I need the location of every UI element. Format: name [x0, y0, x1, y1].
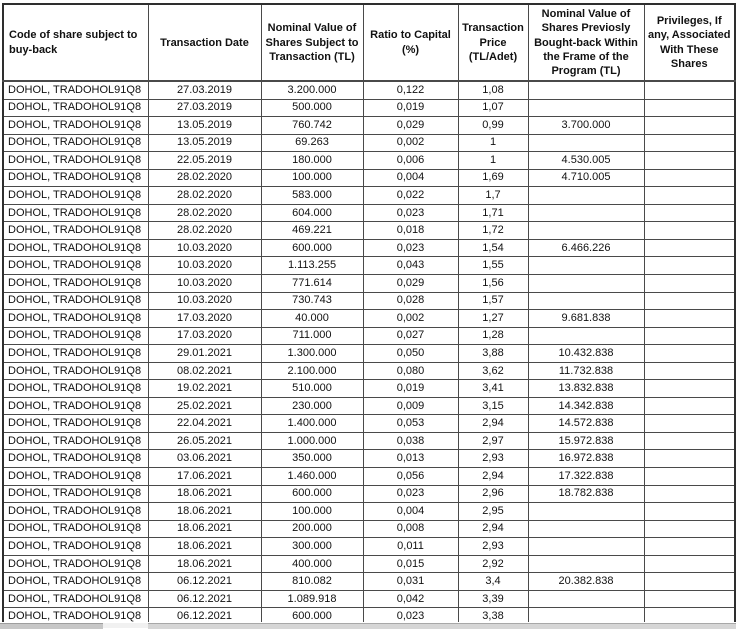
- cell-date: 06.12.2021: [148, 573, 261, 591]
- cell-previously: 4.710.005: [528, 169, 644, 187]
- table-row: [3, 573, 735, 591]
- cell-nominal: 600.000: [261, 485, 363, 503]
- cell-previously: 20.382.838: [528, 573, 644, 591]
- cell-nominal: 810.082: [261, 573, 363, 591]
- cell-previously: [528, 292, 644, 310]
- cell-privileges: [644, 573, 735, 591]
- cell-price: 1,08: [458, 81, 528, 99]
- cell-previously: 17.322.838: [528, 468, 644, 486]
- cell-previously: [528, 590, 644, 608]
- cell-date: 10.03.2020: [148, 239, 261, 257]
- cell-date: 17.03.2020: [148, 310, 261, 328]
- buyback-table: [2, 3, 736, 626]
- cell-ratio: 0,031: [363, 573, 458, 591]
- cell-privileges: [644, 450, 735, 468]
- cell-nominal: 2.100.000: [261, 362, 363, 380]
- cell-privileges: [644, 152, 735, 170]
- table-row: [3, 415, 735, 433]
- cell-nominal: 711.000: [261, 327, 363, 345]
- cell-ratio: 0,023: [363, 485, 458, 503]
- cell-date: 18.06.2021: [148, 520, 261, 538]
- cell-previously: 3.700.000: [528, 117, 644, 135]
- cell-previously: [528, 327, 644, 345]
- cell-privileges: [644, 169, 735, 187]
- cell-previously: [528, 222, 644, 240]
- cell-previously: [528, 187, 644, 205]
- cell-nominal: 3.200.000: [261, 81, 363, 99]
- cell-code: DOHOL, TRADOHOL91Q8: [3, 485, 148, 503]
- cell-price: 2,92: [458, 555, 528, 573]
- table-row: [3, 239, 735, 257]
- cell-code: DOHOL, TRADOHOL91Q8: [3, 222, 148, 240]
- cell-date: 13.05.2019: [148, 117, 261, 135]
- table-row: [3, 117, 735, 135]
- cell-ratio: 0,050: [363, 345, 458, 363]
- cell-code: DOHOL, TRADOHOL91Q8: [3, 187, 148, 205]
- cell-ratio: 0,027: [363, 327, 458, 345]
- cell-date: 03.06.2021: [148, 450, 261, 468]
- cell-previously: [528, 275, 644, 293]
- cell-privileges: [644, 432, 735, 450]
- cell-privileges: [644, 415, 735, 433]
- cell-nominal: 583.000: [261, 187, 363, 205]
- cell-date: 27.03.2019: [148, 99, 261, 117]
- cell-ratio: 0,029: [363, 275, 458, 293]
- cell-price: 2,94: [458, 468, 528, 486]
- cell-code: DOHOL, TRADOHOL91Q8: [3, 555, 148, 573]
- table-row: [3, 397, 735, 415]
- cell-date: 18.06.2021: [148, 555, 261, 573]
- cell-price: 0,99: [458, 117, 528, 135]
- cell-price: 3,38: [458, 608, 528, 626]
- table-row: [3, 503, 735, 521]
- cell-code: DOHOL, TRADOHOL91Q8: [3, 345, 148, 363]
- table-row: [3, 380, 735, 398]
- cell-price: 1,7: [458, 187, 528, 205]
- cell-nominal: 69.263: [261, 134, 363, 152]
- cell-ratio: 0,004: [363, 169, 458, 187]
- cell-code: DOHOL, TRADOHOL91Q8: [3, 503, 148, 521]
- cell-price: 1,55: [458, 257, 528, 275]
- cell-ratio: 0,013: [363, 450, 458, 468]
- cell-privileges: [644, 275, 735, 293]
- cell-nominal: 730.743: [261, 292, 363, 310]
- cell-date: 17.03.2020: [148, 327, 261, 345]
- cell-date: 10.03.2020: [148, 275, 261, 293]
- cell-code: DOHOL, TRADOHOL91Q8: [3, 204, 148, 222]
- cell-price: 2,94: [458, 520, 528, 538]
- cell-privileges: [644, 485, 735, 503]
- cell-privileges: [644, 257, 735, 275]
- cell-previously: [528, 134, 644, 152]
- cell-nominal: 230.000: [261, 397, 363, 415]
- cell-ratio: 0,009: [363, 397, 458, 415]
- cell-privileges: [644, 555, 735, 573]
- cell-price: 3,41: [458, 380, 528, 398]
- cell-nominal: 400.000: [261, 555, 363, 573]
- cell-code: DOHOL, TRADOHOL91Q8: [3, 520, 148, 538]
- table-row: [3, 485, 735, 503]
- cell-nominal: 600.000: [261, 608, 363, 626]
- cell-nominal: 1.000.000: [261, 432, 363, 450]
- cell-code: DOHOL, TRADOHOL91Q8: [3, 468, 148, 486]
- cell-code: DOHOL, TRADOHOL91Q8: [3, 415, 148, 433]
- cell-code: DOHOL, TRADOHOL91Q8: [3, 450, 148, 468]
- cell-ratio: 0,023: [363, 608, 458, 626]
- cell-price: 2,97: [458, 432, 528, 450]
- cell-code: DOHOL, TRADOHOL91Q8: [3, 432, 148, 450]
- cell-price: 1,56: [458, 275, 528, 293]
- cell-price: 3,88: [458, 345, 528, 363]
- cell-price: 2,93: [458, 538, 528, 556]
- cell-price: 1,57: [458, 292, 528, 310]
- cell-date: 28.02.2020: [148, 204, 261, 222]
- cell-previously: [528, 503, 644, 521]
- bottom-edge-segment-right: [148, 623, 736, 629]
- cell-nominal: 604.000: [261, 204, 363, 222]
- table-row: [3, 134, 735, 152]
- cell-privileges: [644, 380, 735, 398]
- table-body: [3, 81, 735, 625]
- cell-privileges: [644, 538, 735, 556]
- cell-date: 06.12.2021: [148, 590, 261, 608]
- cell-price: 1,28: [458, 327, 528, 345]
- cell-previously: [528, 538, 644, 556]
- cell-price: 2,93: [458, 450, 528, 468]
- cell-code: DOHOL, TRADOHOL91Q8: [3, 608, 148, 626]
- col-header-transaction-date: Transaction Date: [148, 4, 261, 81]
- cell-code: DOHOL, TRADOHOL91Q8: [3, 169, 148, 187]
- cell-ratio: 0,006: [363, 152, 458, 170]
- cell-date: 06.12.2021: [148, 608, 261, 626]
- cell-price: 1,72: [458, 222, 528, 240]
- table-row: [3, 169, 735, 187]
- cell-privileges: [644, 590, 735, 608]
- cell-ratio: 0,029: [363, 117, 458, 135]
- table-row: [3, 432, 735, 450]
- cell-price: 1,69: [458, 169, 528, 187]
- cell-previously: 9.681.838: [528, 310, 644, 328]
- table-header: [3, 4, 735, 81]
- cell-code: DOHOL, TRADOHOL91Q8: [3, 380, 148, 398]
- cell-previously: [528, 257, 644, 275]
- cell-ratio: 0,015: [363, 555, 458, 573]
- sheet-bottom-edge: [0, 622, 736, 629]
- cell-price: 3,15: [458, 397, 528, 415]
- cell-nominal: 600.000: [261, 239, 363, 257]
- table-row: [3, 275, 735, 293]
- cell-nominal: 40.000: [261, 310, 363, 328]
- cell-privileges: [644, 468, 735, 486]
- table-row: [3, 538, 735, 556]
- cell-ratio: 0,018: [363, 222, 458, 240]
- cell-nominal: 100.000: [261, 169, 363, 187]
- cell-nominal: 469.221: [261, 222, 363, 240]
- cell-price: 2,94: [458, 415, 528, 433]
- cell-privileges: [644, 503, 735, 521]
- buyback-table-wrapper: [2, 3, 736, 626]
- table-row: [3, 204, 735, 222]
- cell-nominal: 100.000: [261, 503, 363, 521]
- cell-date: 28.02.2020: [148, 169, 261, 187]
- table-row: [3, 81, 735, 99]
- cell-ratio: 0,023: [363, 204, 458, 222]
- cell-code: DOHOL, TRADOHOL91Q8: [3, 117, 148, 135]
- cell-privileges: [644, 310, 735, 328]
- cell-previously: 18.782.838: [528, 485, 644, 503]
- cell-date: 17.06.2021: [148, 468, 261, 486]
- cell-date: 18.06.2021: [148, 485, 261, 503]
- table-row: [3, 327, 735, 345]
- table-row: [3, 345, 735, 363]
- col-header-transaction-price: Transaction Price (TL/Adet): [458, 4, 528, 81]
- cell-code: DOHOL, TRADOHOL91Q8: [3, 397, 148, 415]
- cell-code: DOHOL, TRADOHOL91Q8: [3, 538, 148, 556]
- cell-ratio: 0,056: [363, 468, 458, 486]
- cell-nominal: 760.742: [261, 117, 363, 135]
- cell-privileges: [644, 292, 735, 310]
- cell-previously: [528, 99, 644, 117]
- cell-ratio: 0,028: [363, 292, 458, 310]
- header-row: [3, 4, 735, 81]
- cell-ratio: 0,004: [363, 503, 458, 521]
- cell-nominal: 1.113.255: [261, 257, 363, 275]
- cell-previously: [528, 81, 644, 99]
- cell-privileges: [644, 520, 735, 538]
- cell-privileges: [644, 345, 735, 363]
- cell-previously: 13.832.838: [528, 380, 644, 398]
- cell-nominal: 500.000: [261, 99, 363, 117]
- cell-ratio: 0,011: [363, 538, 458, 556]
- cell-code: DOHOL, TRADOHOL91Q8: [3, 310, 148, 328]
- col-header-previously-bought-back: Nominal Value of Shares Previosly Bought-back Within the Frame of the Program (TL): [528, 4, 644, 81]
- cell-date: 19.02.2021: [148, 380, 261, 398]
- cell-date: 26.05.2021: [148, 432, 261, 450]
- cell-code: DOHOL, TRADOHOL91Q8: [3, 81, 148, 99]
- cell-code: DOHOL, TRADOHOL91Q8: [3, 239, 148, 257]
- cell-privileges: [644, 187, 735, 205]
- cell-ratio: 0,042: [363, 590, 458, 608]
- cell-previously: 6.466.226: [528, 239, 644, 257]
- cell-date: 10.03.2020: [148, 257, 261, 275]
- cell-previously: [528, 204, 644, 222]
- table-row: [3, 468, 735, 486]
- cell-price: 2,95: [458, 503, 528, 521]
- table-row: [3, 450, 735, 468]
- cell-date: 27.03.2019: [148, 81, 261, 99]
- col-header-code: Code of share subject to buy-back: [3, 4, 148, 81]
- cell-nominal: 1.400.000: [261, 415, 363, 433]
- cell-nominal: 1.089.918: [261, 590, 363, 608]
- cell-price: 1,07: [458, 99, 528, 117]
- cell-code: DOHOL, TRADOHOL91Q8: [3, 362, 148, 380]
- cell-privileges: [644, 204, 735, 222]
- cell-ratio: 0,022: [363, 187, 458, 205]
- cell-nominal: 1.300.000: [261, 345, 363, 363]
- cell-date: 18.06.2021: [148, 503, 261, 521]
- bottom-edge-segment-left: [0, 623, 103, 629]
- cell-nominal: 350.000: [261, 450, 363, 468]
- cell-nominal: 180.000: [261, 152, 363, 170]
- cell-date: 22.05.2019: [148, 152, 261, 170]
- cell-price: 3,39: [458, 590, 528, 608]
- table-row: [3, 292, 735, 310]
- col-header-nominal-value: Nominal Value of Shares Subject to Transaction (TL): [261, 4, 363, 81]
- cell-date: 28.02.2020: [148, 222, 261, 240]
- cell-code: DOHOL, TRADOHOL91Q8: [3, 275, 148, 293]
- cell-ratio: 0,053: [363, 415, 458, 433]
- cell-nominal: 510.000: [261, 380, 363, 398]
- cell-previously: 14.572.838: [528, 415, 644, 433]
- cell-date: 10.03.2020: [148, 292, 261, 310]
- cell-code: DOHOL, TRADOHOL91Q8: [3, 327, 148, 345]
- cell-code: DOHOL, TRADOHOL91Q8: [3, 99, 148, 117]
- cell-price: 1,27: [458, 310, 528, 328]
- cell-date: 13.05.2019: [148, 134, 261, 152]
- cell-date: 22.04.2021: [148, 415, 261, 433]
- col-header-privileges: Privileges, If any, Associated With These Shares: [644, 4, 735, 81]
- cell-privileges: [644, 81, 735, 99]
- cell-ratio: 0,019: [363, 99, 458, 117]
- cell-nominal: 1.460.000: [261, 468, 363, 486]
- cell-ratio: 0,002: [363, 310, 458, 328]
- cell-ratio: 0,043: [363, 257, 458, 275]
- table-row: [3, 187, 735, 205]
- table-row: [3, 152, 735, 170]
- cell-ratio: 0,008: [363, 520, 458, 538]
- cell-date: 28.02.2020: [148, 187, 261, 205]
- cell-code: DOHOL, TRADOHOL91Q8: [3, 573, 148, 591]
- cell-ratio: 0,080: [363, 362, 458, 380]
- cell-nominal: 771.614: [261, 275, 363, 293]
- cell-previously: [528, 555, 644, 573]
- cell-nominal: 200.000: [261, 520, 363, 538]
- cell-privileges: [644, 99, 735, 117]
- cell-previously: 16.972.838: [528, 450, 644, 468]
- table-row: [3, 590, 735, 608]
- cell-privileges: [644, 222, 735, 240]
- cell-price: 1,71: [458, 204, 528, 222]
- table-row: [3, 310, 735, 328]
- cell-previously: 11.732.838: [528, 362, 644, 380]
- cell-ratio: 0,038: [363, 432, 458, 450]
- col-header-ratio-to-capital: Ratio to Capital (%): [363, 4, 458, 81]
- cell-price: 3,4: [458, 573, 528, 591]
- cell-code: DOHOL, TRADOHOL91Q8: [3, 257, 148, 275]
- cell-previously: 10.432.838: [528, 345, 644, 363]
- cell-code: DOHOL, TRADOHOL91Q8: [3, 134, 148, 152]
- cell-date: 18.06.2021: [148, 538, 261, 556]
- cell-privileges: [644, 362, 735, 380]
- table-row: [3, 222, 735, 240]
- table-row: [3, 99, 735, 117]
- table-row: [3, 555, 735, 573]
- cell-code: DOHOL, TRADOHOL91Q8: [3, 152, 148, 170]
- cell-code: DOHOL, TRADOHOL91Q8: [3, 292, 148, 310]
- cell-date: 08.02.2021: [148, 362, 261, 380]
- cell-price: 1: [458, 152, 528, 170]
- cell-date: 29.01.2021: [148, 345, 261, 363]
- cell-privileges: [644, 327, 735, 345]
- cell-code: DOHOL, TRADOHOL91Q8: [3, 590, 148, 608]
- table-row: [3, 362, 735, 380]
- cell-ratio: 0,122: [363, 81, 458, 99]
- cell-previously: 4.530.005: [528, 152, 644, 170]
- cell-ratio: 0,002: [363, 134, 458, 152]
- cell-privileges: [644, 239, 735, 257]
- cell-ratio: 0,019: [363, 380, 458, 398]
- cell-price: 2,96: [458, 485, 528, 503]
- cell-nominal: 300.000: [261, 538, 363, 556]
- table-row: [3, 257, 735, 275]
- cell-price: 1,54: [458, 239, 528, 257]
- cell-privileges: [644, 397, 735, 415]
- cell-price: 1: [458, 134, 528, 152]
- cell-privileges: [644, 117, 735, 135]
- cell-ratio: 0,023: [363, 239, 458, 257]
- cell-previously: 15.972.838: [528, 432, 644, 450]
- table-row: [3, 520, 735, 538]
- cell-previously: [528, 520, 644, 538]
- cell-privileges: [644, 134, 735, 152]
- cell-previously: 14.342.838: [528, 397, 644, 415]
- cell-date: 25.02.2021: [148, 397, 261, 415]
- bottom-edge-segment-gap: [103, 623, 148, 628]
- cell-price: 3,62: [458, 362, 528, 380]
